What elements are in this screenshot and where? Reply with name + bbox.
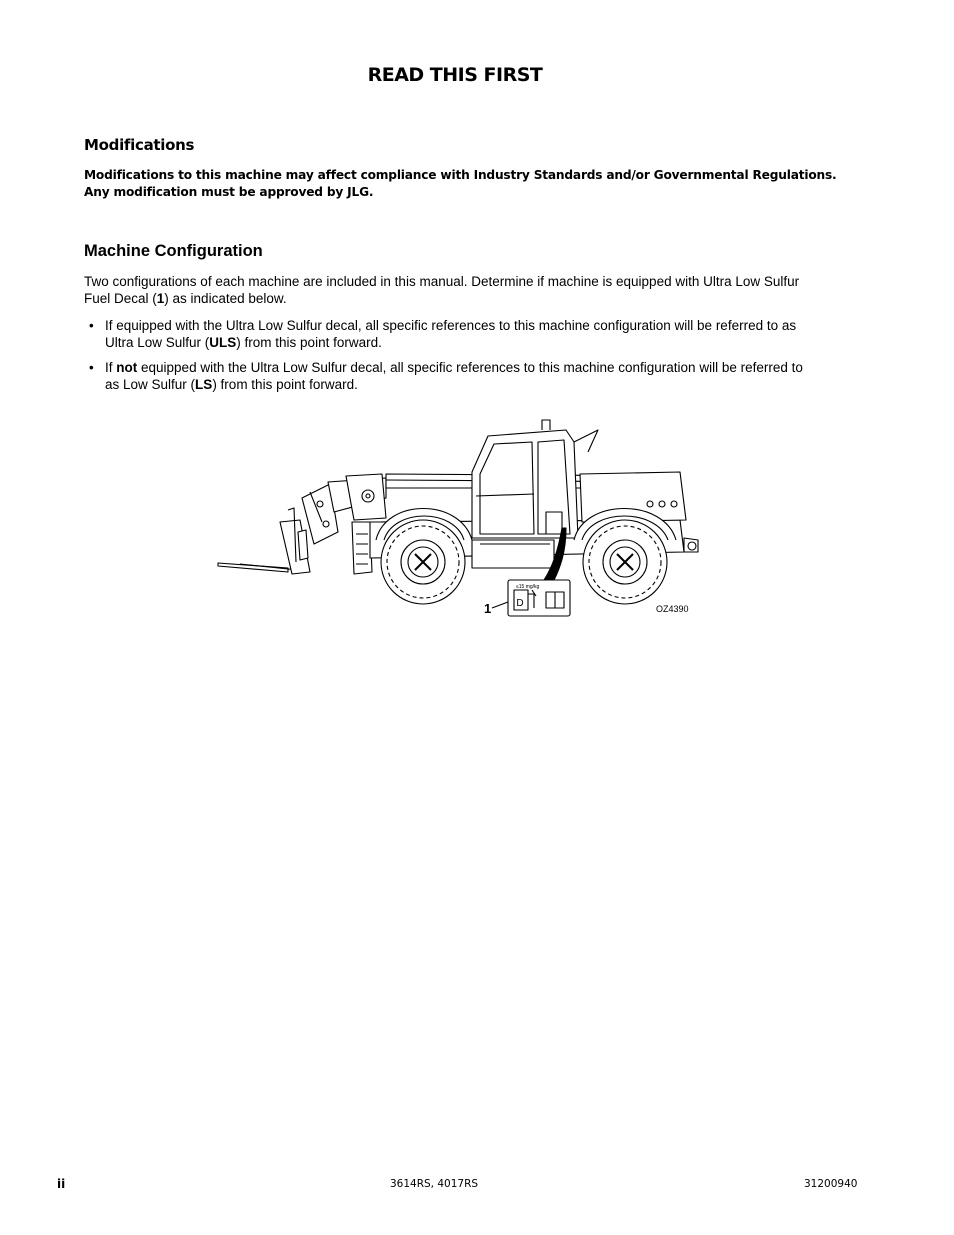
intro-line-2 xyxy=(84,290,834,307)
bullet-text-part: Ultra Low Sulfur ( xyxy=(105,335,210,350)
decal-text: ≤15 mg/kg xyxy=(516,584,540,590)
bullet-text-part: equipped with the Ultra Low Sulfur decal, all specific references to this machine configuration will be referred to xyxy=(137,360,803,375)
intro-text: Fuel Decal ( xyxy=(84,291,157,306)
bullet-line-1 xyxy=(105,359,834,376)
footer-models: 3614RS, 4017RS xyxy=(390,1178,479,1190)
decal-letter: D xyxy=(516,598,524,609)
intro-line-1: Two configurations of each machine are included in this manual. Determine if machine is equipped with Ultra Low Sulfur xyxy=(84,274,800,289)
bullet-line-2 xyxy=(105,334,834,351)
bullet-bold: not xyxy=(116,360,138,375)
bullet-text xyxy=(105,359,834,393)
footer-doc-number: 31200940 xyxy=(804,1178,858,1190)
bullet-line-2 xyxy=(105,376,834,393)
bullet-text-part: ) from this point forward. xyxy=(236,335,382,350)
callout-number: 1 xyxy=(484,601,492,616)
machine-configuration-heading: Machine Configuration xyxy=(84,242,263,260)
warning-line-2: Any modification must be approved by JLG. xyxy=(84,185,374,199)
bullet-ls xyxy=(89,359,834,393)
bullet-dot: • xyxy=(89,360,94,375)
bullet-text-part: ) from this point forward. xyxy=(212,377,358,392)
bullet-text-part: as Low Sulfur ( xyxy=(105,377,196,392)
warning-line-1: Modifications to this machine may affect compliance with Industry Standards and/or Governmental Regulations. xyxy=(84,168,837,182)
bullet-bold: LS xyxy=(195,377,213,392)
modifications-warning xyxy=(84,167,844,201)
bullet-text xyxy=(105,317,834,351)
intro-text: ) as indicated below. xyxy=(164,291,287,306)
bullet-dot: • xyxy=(89,318,94,333)
bullet-bold: ULS xyxy=(209,335,237,350)
figure-id: OZ4390 xyxy=(656,604,689,614)
intro-bold: 1 xyxy=(156,291,165,306)
telehandler-illustration xyxy=(210,412,710,624)
telehandler-figure xyxy=(210,412,710,624)
configuration-intro xyxy=(84,273,834,307)
bullet-text-part: If xyxy=(105,360,117,375)
page-title: READ THIS FIRST xyxy=(367,64,543,86)
page-number: ii xyxy=(57,1177,66,1191)
bullet-line-1: If equipped with the Ultra Low Sulfur decal, all specific references to this machine configuration will be referred to as xyxy=(105,318,797,333)
bullet-uls xyxy=(89,317,834,351)
modifications-heading: Modifications xyxy=(84,136,195,154)
